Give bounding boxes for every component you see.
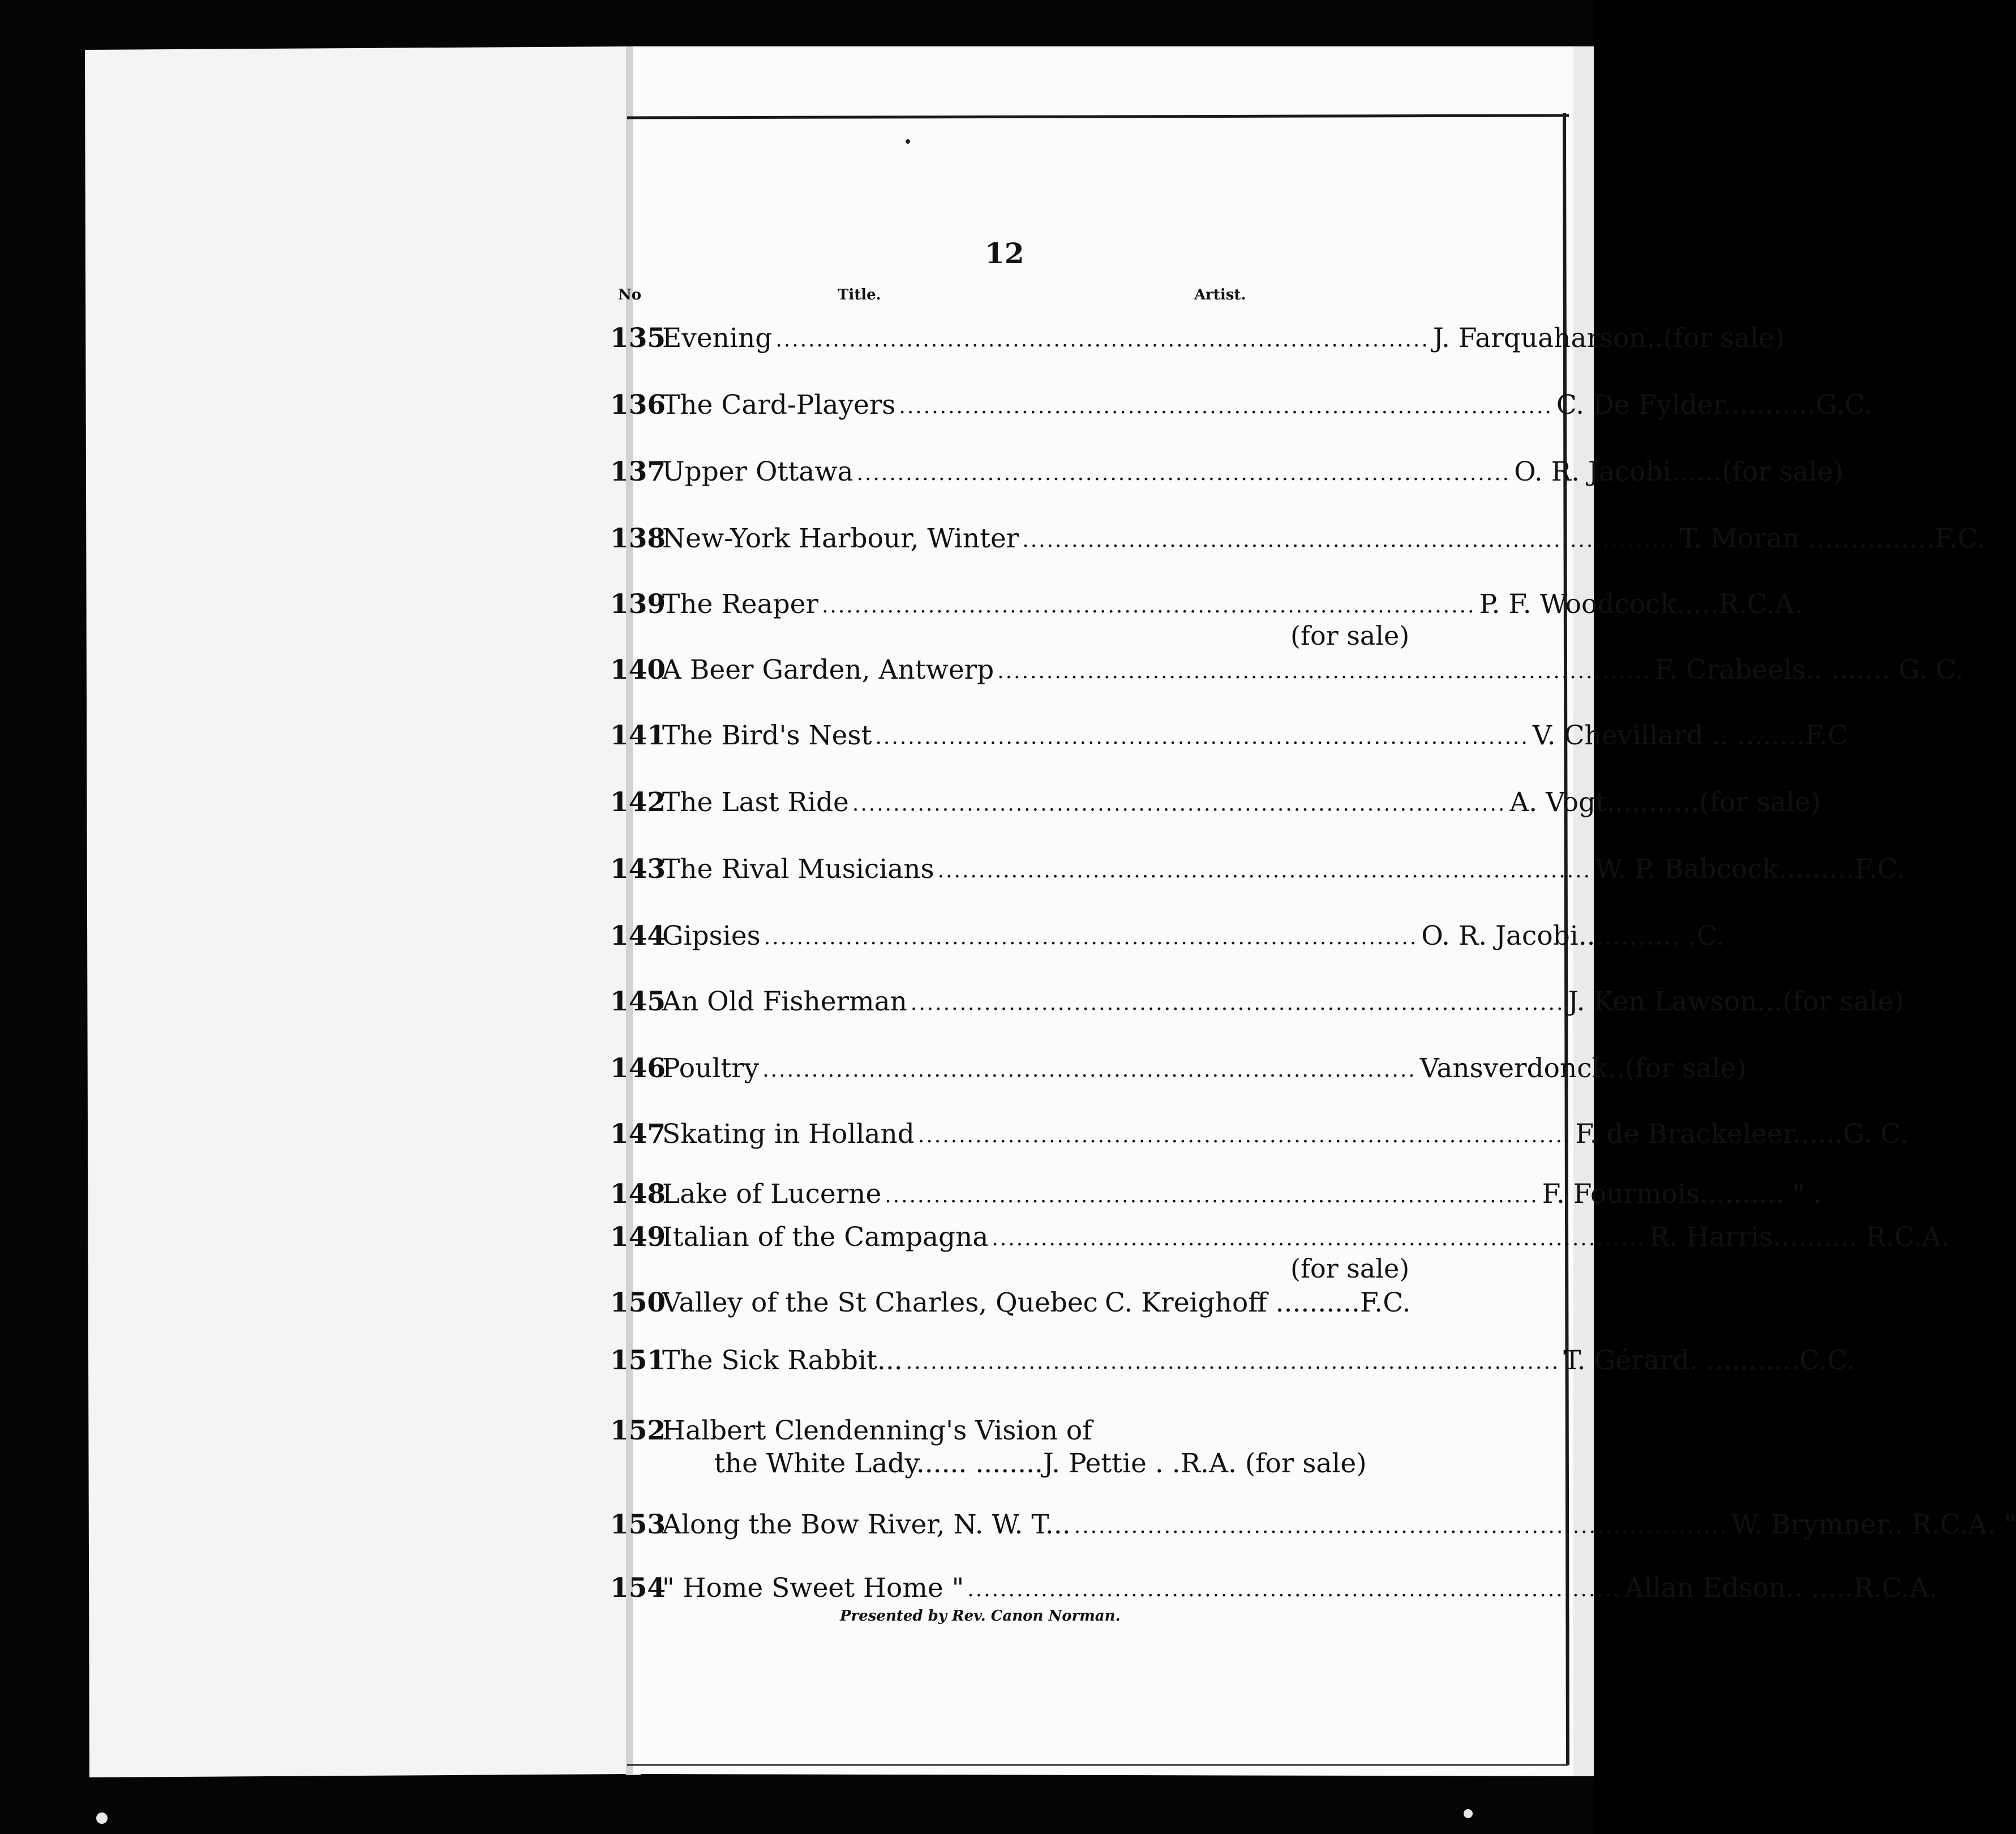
leader-dots: ................................................................................ [967,1578,1622,1601]
catalogue-entry [610,1115,1908,1152]
leader-dots: ................................................................................ [899,395,1553,418]
entry-artist: F. de Brackeleer......G. C. [1575,1118,1908,1150]
column-header-artist: Artist. [1194,286,1246,303]
entry-number: 147 [610,1118,666,1150]
catalogue-entry [610,1506,2016,1543]
leader-dots: ................................................................................ [906,1351,1560,1374]
entry-title: The Last Ride [662,786,849,818]
entry-title: The Bird's Nest [662,719,872,751]
entry-number: 154 [610,1572,666,1604]
catalogue-entry [610,453,1843,490]
entry-artist: J. Ken Lawson...(for sale) [1568,985,1905,1017]
entry-title: Gipsies [662,920,761,952]
catalogue-entry [610,520,1985,557]
entry-artist: Vansverdonck..(for sale) [1419,1052,1747,1084]
entry-title: Poultry [662,1052,760,1084]
entry-artist: T. Moran ...............F.C. [1679,522,1985,554]
entry-number: 139 [610,588,666,620]
catalogue-entry [610,783,1821,821]
entry-artist: C. Kreighoff ..........F.C. [1105,1287,1411,1318]
leader-dots: ................................................................................ [856,462,1511,485]
entry-number: 149 [610,1221,666,1253]
entry-title-continuation: the White Lady...... ........J. Pettie . .R.A. (for sale) [714,1448,1367,1479]
entry-title: Halbert Clendenning's Vision of [662,1415,1092,1446]
entry-title: " Home Sweet Home " [662,1572,964,1604]
column-header-no: No [618,286,642,303]
entry-title: Italian of the Campagna [662,1221,989,1253]
catalogue-entry [610,1218,1950,1255]
entry-title: Valley of the St Charles, Quebec [662,1287,1098,1318]
entry-artist: O. R. Jacobi............ .C. [1421,920,1725,952]
entry-number: 135 [610,322,666,354]
column-header-title: Title. [838,286,881,303]
entry-sale-note: (for sale) [1290,1253,1410,1284]
entry-number: 153 [610,1509,666,1540]
entry-number: 136 [610,389,666,421]
entry-artist: F. Crabeels.. ....... G. C. [1654,654,1964,685]
leader-dots: ................................................................................ [997,660,1652,683]
entry-artist: W. Brymner.. R.C.A. " [1731,1509,2016,1540]
leader-dots: ................................................................................ [762,1059,1417,1082]
leader-dots: ................................................................................ [917,1124,1572,1147]
entry-artist: T. Gérard. ...........C.C. [1563,1344,1855,1376]
entry-artist: F. Fourmois.......... " . [1542,1178,1822,1210]
presented-by-note: Presented by Rev. Canon Norman. [840,1608,1121,1625]
leader-dots: ................................................................................ [937,859,1592,882]
catalogue-entry [610,1175,1822,1212]
entry-artist: C. De Fylder...........G.C. [1556,389,1873,421]
entry-title: The Rival Musicians [662,853,934,885]
entry-number: 138 [610,522,666,554]
entry-title: Skating in Holland [662,1118,915,1150]
entry-artist: J. Farquaharson..(for sale) [1432,322,1785,354]
entry-number: 141 [610,719,666,751]
entry-number: 146 [610,1052,666,1084]
catalogue-entry [610,319,1785,357]
entry-sale-note: (for sale) [1290,620,1410,651]
leader-dots: ................................................................................ [1022,529,1676,552]
entry-title: New-York Harbour, Winter [662,522,1019,554]
leader-dots: ................................................................................ [910,992,1565,1015]
leader-dots: ................................................................................ [992,1227,1646,1250]
entry-title: The Card-Players [662,389,896,421]
entry-number: 148 [610,1178,666,1210]
entry-artist: V. Chevillard .. ........F.C [1532,719,1848,751]
catalogue-entry [610,917,1725,954]
entry-artist: P. F. Woodcock.....R.C.A. [1479,588,1803,620]
catalogue-entry [610,983,1905,1020]
entry-number: 152 [610,1415,666,1446]
catalogue-entry [610,850,1906,888]
entry-number: 142 [610,786,666,818]
entry-number: 137 [610,456,666,487]
entry-number: 150 [610,1287,666,1318]
entry-title: Upper Ottawa [662,456,853,487]
entry-artist: Allan Edson.. .....R.C.A. [1624,1572,1938,1604]
leader-dots: ................................................................................ [763,926,1418,949]
entry-number: 151 [610,1344,666,1376]
leader-dots: ................................................................................ [885,1184,1539,1207]
catalogue-entry [610,585,1803,623]
catalogue-entry [610,1569,1938,1606]
catalogue-entry [610,1342,1855,1379]
catalogue-entry [610,717,1848,754]
entry-title: The Reaper [662,588,818,620]
leader-dots: ................................................................................ [775,328,1430,352]
page-number: 12 [985,237,1024,270]
leader-dots: ................................................................................ [852,792,1507,816]
entry-title: Evening [662,322,773,354]
leader-dots: ................................................................................ [1074,1515,1728,1538]
entry-number: 144 [610,920,666,952]
entry-title: Along the Bow River, N. W. T... [662,1509,1071,1540]
entry-number: 140 [610,654,666,685]
entry-title: Lake of Lucerne [662,1178,882,1210]
catalogue-entry [610,1412,1402,1449]
entry-artist: A. Vogt...........(for sale) [1509,786,1821,818]
catalogue-entry [610,651,1964,688]
entry-artist: R. Harris.......... R.C.A. [1649,1221,1950,1253]
entry-number: 145 [610,985,666,1017]
leader-dots: ................................................................................ [875,726,1529,749]
leader-dots: ................................................................................ [821,594,1476,618]
entry-title: A Beer Garden, Antwerp [662,654,994,685]
catalogue-entry [610,386,1873,423]
entry-artist: W. P. Babcock.........F.C. [1595,853,1906,885]
entry-title: An Old Fisherman [662,985,907,1017]
entry-title: The Sick Rabbit... [662,1344,903,1376]
entry-number: 143 [610,853,666,885]
entry-artist: O. R. Jacobi......(for sale) [1514,456,1843,487]
catalogue-entry [610,1049,1747,1087]
catalogue-entry [610,1284,1411,1321]
